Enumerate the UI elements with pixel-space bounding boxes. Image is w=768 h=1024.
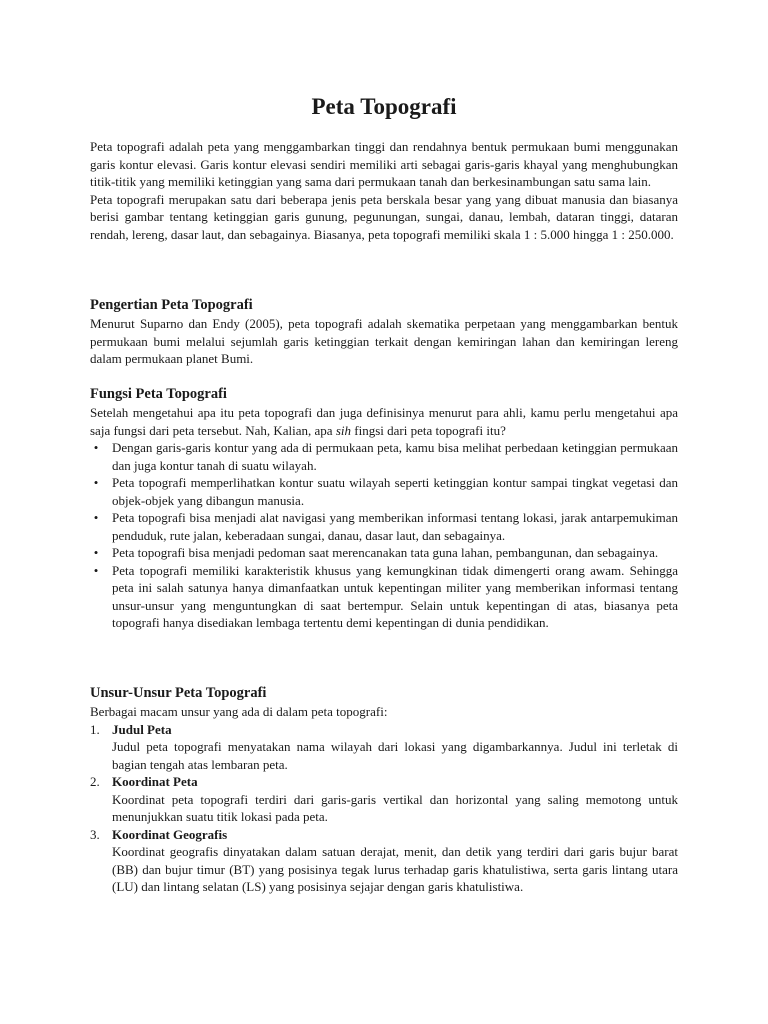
list-item-text: Koordinat peta topografi terdiri dari garis-garis vertikal dan horizontal yang saling memotong untuk menunjukkan suatu titik lokasi pada peta. xyxy=(112,791,678,824)
section-heading-pengertian: Pengertian Peta Topografi xyxy=(90,297,253,313)
section-heading-unsur: Unsur-Unsur Peta Topografi xyxy=(90,685,267,701)
list-item-title: Koordinat Geografis xyxy=(112,826,228,842)
unsur-intro: Berbagai macam unsur yang ada di dalam peta topografi: xyxy=(90,704,388,719)
list-item-text: Peta topografi bisa menjadi pedoman saat merencanakan tata guna lahan, pembangunan, dan sebagainya. xyxy=(112,545,659,560)
list-item-text: Dengan garis-garis kontur yang ada di permukaan peta, kamu bisa melihat perbedaan ketinggian permukaan dan juga kontur tanah di suatu wilayah. xyxy=(112,440,678,473)
list-number: 3. xyxy=(90,826,100,842)
list-number: 2. xyxy=(90,774,100,789)
fungsi-intro-text-1: Setelah mengetahui apa itu peta topografi dan juga definisinya menurut para ahli, kamu perlu mengetahui apa saja fungsi dari peta tersebut. Nah, Kalian, apa xyxy=(90,405,678,438)
list-item xyxy=(90,721,678,774)
fungsi-section xyxy=(90,385,678,632)
pengertian-section xyxy=(90,296,678,368)
list-item-text: Peta topografi bisa menjadi alat navigasi yang memberikan informasi tentang lokasi, jarak antarpemukiman penduduk, rute jalan, keberadaan sungai, danau, dasar laut, dan sebagainya. xyxy=(112,510,678,543)
bullet-icon: • xyxy=(93,562,99,578)
intro-paragraph-2: Peta topografi merupakan satu dari beberapa jenis peta berskala besar yang yang dibuat manusia dan biasanya berisi gambar tentang ketinggian garis gunung, pegunungan, sungai, danau, lembah, dataran tinggi, dataran rendah, lereng, dasar laut, dan sebagainya. Biasanya, peta topografi memiliki skala 1 : 5.000 hingga 1 : 250.000. xyxy=(90,191,678,242)
list-item-title: Koordinat Peta xyxy=(112,774,198,789)
list-item xyxy=(90,562,678,632)
list-number: 1. xyxy=(90,721,100,737)
fungsi-intro xyxy=(90,404,678,439)
list-item xyxy=(90,509,678,544)
list-item-text: Judul peta topografi menyatakan nama wilayah dari lokasi yang digambarkannya. Judul ini terletak di bagian tengah atas lembaran peta. xyxy=(112,739,678,772)
list-item-title: Judul Peta xyxy=(112,721,172,737)
unsur-list xyxy=(90,721,678,896)
intro-paragraph-1: Peta topografi adalah peta yang menggambarkan tinggi dan rendahnya bentuk permukaan bumi menggunakan garis kontur elevasi. Garis kontur elevasi sendiri memiliki arti sebagai garis-garis khayal yang menghubungkan titik-titik yang memiliki ketinggian yang sama dari permukaan tanah dan berkesinambungan satu sama lain. xyxy=(90,139,678,189)
fungsi-intro-text-2: fingsi dari peta topografi itu? xyxy=(351,422,506,438)
bullet-icon: • xyxy=(93,440,99,455)
list-item xyxy=(90,544,678,562)
list-item xyxy=(90,826,678,896)
list-item-text: Peta topografi memiliki karakteristik khusus yang kemungkinan tidak dimengerti orang awam. Sehingga peta ini salah satunya hanya dimanfaatkan untuk kepentingan militer yang memberikan informasi tentang unsur-unsur yang menguntungkan di saat bertempur. Selain untuk kepentingan di atas, biasanya peta topografi hanya disediakan lembaga tertentu demi kepentingan di dunia pendidikan. xyxy=(112,562,678,630)
bullet-icon: • xyxy=(93,475,99,490)
bullet-icon: • xyxy=(93,545,99,560)
list-item-text: Peta topografi memperlihatkan kontur suatu wilayah seperti ketinggian kontur sampai tingkat vegetasi dan objek-objek yang dibangun manusia. xyxy=(112,475,678,508)
intro-section xyxy=(90,138,678,243)
fungsi-list xyxy=(90,439,678,632)
pengertian-paragraph: Menurut Suparno dan Endy (2005), peta topografi adalah skematika perpetaan yang menggambarkan bentuk permukaan bumi melalui sejumlah garis ketinggian terkait dengan kemiringan lahan dan kemiringan lereng dalam permukaan planet Bumi. xyxy=(90,316,678,366)
list-item-text: Koordinat geografis dinyatakan dalam satuan derajat, menit, dan detik yang terdiri dari garis bujur barat (BB) dan bujur timur (BT) yang posisinya tegak lurus terhadap garis khatulistiwa, serta garis lintang utara (LU) dan lintang selatan (LS) yang posisinya sejajar dengan garis khatulistiwa. xyxy=(112,844,678,894)
fungsi-intro-emphasis: sih xyxy=(335,422,351,438)
list-item xyxy=(90,773,678,826)
bullet-icon: • xyxy=(93,510,99,525)
list-item xyxy=(90,474,678,509)
unsur-section xyxy=(90,684,678,896)
section-heading-fungsi: Fungsi Peta Topografi xyxy=(90,386,227,402)
page-title: Peta Topografi xyxy=(311,94,457,119)
list-item xyxy=(90,439,678,474)
